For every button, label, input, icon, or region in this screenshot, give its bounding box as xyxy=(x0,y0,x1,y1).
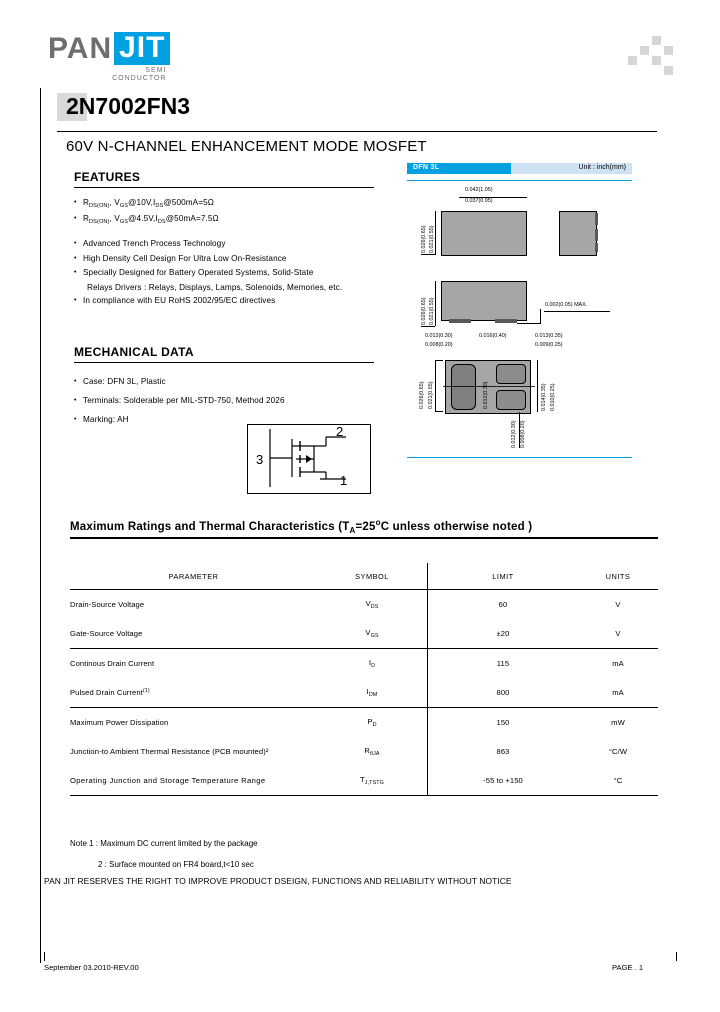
dim-line xyxy=(435,360,443,361)
ratings-title-sup: o xyxy=(375,518,381,527)
package-header-bar xyxy=(407,163,632,174)
table-row xyxy=(70,737,658,766)
cell-symbol xyxy=(317,649,428,679)
cell-units: mA xyxy=(612,659,624,668)
feature-text: @50mA=7.5Ω xyxy=(165,213,219,223)
symbol-sub: GS xyxy=(370,633,379,639)
logo-tagline-line1: SEMI xyxy=(145,67,167,74)
pin-2-label: 2 xyxy=(336,425,344,439)
package-bottom-view-group xyxy=(407,333,632,453)
cell-units: mW xyxy=(611,718,625,727)
schematic-symbol xyxy=(247,424,371,494)
features-section xyxy=(74,170,374,308)
symbol-main: I xyxy=(366,687,369,696)
dim-line xyxy=(435,411,443,412)
center-line xyxy=(443,386,535,387)
page-subtitle: 60V N-CHANNEL ENHANCEMENT MODE MOSFET xyxy=(66,138,427,155)
ratings-table-body xyxy=(70,590,658,798)
ratings-divider xyxy=(70,537,658,539)
feature-symbol: R xyxy=(83,198,90,207)
feature-item-rdson-4v5 xyxy=(74,213,374,229)
dim-line xyxy=(421,254,435,255)
symbol-main: T xyxy=(360,775,365,784)
cell-symbol xyxy=(317,678,428,708)
mechanical-item-marking: • Marking: AH xyxy=(74,410,374,429)
package-side-lead xyxy=(595,229,598,241)
dim-pad-h-max: 0.026(0.65) xyxy=(419,381,425,409)
package-unit-label: Unit : inch(mm) xyxy=(511,163,632,174)
cell-limit: 115 xyxy=(428,649,579,679)
package-top-view-body xyxy=(441,211,527,256)
symbol-sub: θJA xyxy=(370,751,380,757)
symbol-main: V xyxy=(365,599,371,608)
symbol-sub: DM xyxy=(368,692,378,698)
package-front-view-body xyxy=(441,281,527,321)
decorative-square xyxy=(664,46,673,55)
table-row xyxy=(70,678,658,708)
title-divider xyxy=(57,131,657,132)
col-symbol: SYMBOL xyxy=(355,571,389,581)
table-header-row xyxy=(70,563,658,590)
feature-text: , V xyxy=(109,198,120,207)
package-name-label: DFN 3L xyxy=(407,163,511,174)
parameter-text: Pulsed Drain Current xyxy=(70,688,143,697)
ratings-title-pre: Maximum Ratings and Thermal Characteristics (T xyxy=(70,520,350,533)
symbol-sub: D xyxy=(372,722,377,728)
symbol-sub: DS xyxy=(370,604,379,610)
symbol-main: I xyxy=(368,658,372,667)
decorative-square xyxy=(652,36,661,45)
dim-pad-r-min: 0.010(0.25) xyxy=(550,383,556,411)
feature-item-battery-cont: Relays Drivers : Relays, Displays, Lamps, Solenoids, Memories, etc. xyxy=(87,282,343,292)
dim-pad-mid-wrap xyxy=(483,381,511,415)
symbol-sub: D xyxy=(371,663,376,669)
ratings-title-sub: A xyxy=(349,526,356,536)
cell-parameter: Gate-Source Voltage xyxy=(70,629,143,638)
feature-text: @500mA=5Ω xyxy=(163,198,214,207)
feature-subscript: DS xyxy=(155,203,164,209)
feature-subscript: GS xyxy=(119,203,129,209)
dim-top-width-max: 0.042(1.05) xyxy=(465,187,493,193)
cell-symbol xyxy=(317,766,428,796)
dim-pad-mid: 0.012(0.30) xyxy=(483,381,489,409)
cell-units: °C xyxy=(613,776,623,785)
cell-parameter: Drain-Source Voltage xyxy=(70,600,145,609)
cell-parameter: Operating Junction and Storage Temperature Range xyxy=(70,776,266,785)
dim-pad-r-max: 0.014(0.35) xyxy=(541,383,547,411)
footer-tick-right xyxy=(676,952,677,961)
cell-symbol xyxy=(317,590,428,620)
symbol-sub: J,TSTG xyxy=(364,780,384,786)
package-front-view-group xyxy=(407,271,632,333)
package-drawing-panel xyxy=(407,163,632,453)
package-front-lead xyxy=(449,319,471,323)
cell-symbol xyxy=(317,737,428,766)
package-side-lead xyxy=(595,213,598,225)
dim-line xyxy=(517,323,541,324)
decorative-squares xyxy=(628,36,676,70)
dim-pad-r-min-wrap xyxy=(550,383,578,417)
ratings-table xyxy=(70,563,658,798)
dim-side-height-max: 0.026(0.65) xyxy=(421,297,427,325)
dim-top-height-min: 0.021(0.55) xyxy=(429,225,435,253)
mechanical-divider xyxy=(74,362,374,363)
feature-subscript: DS(ON) xyxy=(89,203,110,209)
logo-text-jit: JIT xyxy=(114,32,170,65)
package-side-lead xyxy=(595,243,598,252)
note-2: 2 : Surface mounted on FR4 board,t<10 sec xyxy=(98,860,254,869)
feature-item-rohs: • In compliance with EU RoHS 2002/95/EC directives xyxy=(74,294,374,309)
feature-text: , V xyxy=(109,213,120,223)
cell-units: mA xyxy=(612,688,624,697)
symbol-main: R xyxy=(364,746,370,755)
cell-limit: 150 xyxy=(428,708,579,738)
left-vertical-rule xyxy=(40,88,41,963)
feature-subscript: DS(ON) xyxy=(89,218,110,225)
feature-text: @4.5V,I xyxy=(128,213,158,223)
pad-1 xyxy=(496,390,526,410)
package-bottom-rule xyxy=(407,457,632,458)
note-1: Note 1 : Maximum DC current limited by the package xyxy=(70,839,258,848)
dim-line xyxy=(435,360,436,412)
cell-units: V xyxy=(615,600,621,609)
cell-parameter: Junction-to Ambient Thermal Resistance (PCB mounted)² xyxy=(70,747,269,756)
dim-line xyxy=(435,211,436,255)
cell-limit: ±20 xyxy=(428,619,579,649)
table-row xyxy=(70,708,658,738)
mosfet-symbol-icon xyxy=(248,425,368,491)
dim-line xyxy=(540,309,541,324)
cell-symbol xyxy=(317,619,428,649)
package-top-view-group xyxy=(407,181,632,271)
dim-pad-b-min: 0.008(0.20) xyxy=(520,420,526,448)
cell-limit: 800 xyxy=(428,678,579,708)
decorative-square xyxy=(652,56,661,65)
dim-pad-h-min: 0.021(0.55) xyxy=(428,381,434,409)
feature-item-rdson-10v xyxy=(74,197,374,213)
mechanical-item-case: • Case: DFN 3L, Plastic xyxy=(74,372,374,391)
feature-item-battery: • Specially Designed for Battery Operated Systems, Solid-State xyxy=(74,266,374,281)
dim-line xyxy=(537,360,538,412)
dim-pad-c-max: 0.013(0.35) xyxy=(535,333,563,339)
logo-text-pan: PAN xyxy=(48,31,113,65)
dim-top-height-max: 0.026(0.65) xyxy=(421,225,427,253)
mechanical-data-section xyxy=(74,345,374,429)
feature-item-trench: • Advanced Trench Process Technology xyxy=(74,237,374,252)
footer-tick-left xyxy=(44,952,45,961)
package-front-lead xyxy=(495,319,517,323)
dim-pad-b: 0.016(0.40) xyxy=(479,333,507,339)
dim-side-height-min: 0.021(0.55) xyxy=(429,297,435,325)
package-side-view-body xyxy=(559,211,597,256)
dim-pad-a-min: 0.008(0.20) xyxy=(425,342,453,348)
parameter-note-ref: (1) xyxy=(142,688,150,694)
features-heading: FEATURES xyxy=(74,170,141,184)
cell-parameter: Maximum Power Dissipation xyxy=(70,718,169,727)
dim-pad-a-max: 0.012(0.30) xyxy=(425,333,453,339)
table-row xyxy=(70,649,658,679)
footer-page-number: PAGE . 1 xyxy=(612,963,644,972)
page-title: 2N7002FN3 xyxy=(66,93,191,119)
dim-line xyxy=(544,311,610,312)
cell-limit: 60 xyxy=(428,590,579,620)
notes-section xyxy=(70,833,670,875)
pin-1-label: 1 xyxy=(340,473,348,488)
cell-symbol xyxy=(317,708,428,738)
table-row xyxy=(70,619,658,649)
dim-line xyxy=(519,412,520,448)
disclaimer-text: PAN JIT RESERVES THE RIGHT TO IMPROVE PRODUCT DSEIGN, FUNCTIONS AND RELIABILITY WITHOUT NOTICE xyxy=(44,876,512,886)
dim-line xyxy=(435,281,436,326)
feature-symbol: R xyxy=(83,213,90,223)
decorative-square xyxy=(664,66,673,75)
features-divider xyxy=(74,187,374,188)
dim-pad-c-min: 0.009(0.25) xyxy=(535,342,563,348)
pad-2 xyxy=(496,364,526,384)
cell-parameter xyxy=(70,678,317,708)
feature-subscript: DS xyxy=(157,218,166,225)
mechanical-heading: MECHANICAL DATA xyxy=(74,345,194,359)
symbol-main: V xyxy=(365,628,371,637)
ratings-table-head xyxy=(70,563,658,590)
cell-units: V xyxy=(615,629,621,638)
table-row xyxy=(70,766,658,796)
pad-3 xyxy=(451,364,476,410)
cell-units: °C/W xyxy=(608,747,628,756)
col-limit: LIMIT xyxy=(428,563,579,590)
dim-line xyxy=(421,326,435,327)
dim-standoff: 0.002(0.05) MAX. xyxy=(545,302,588,308)
feature-item-cell-design: • High Density Cell Design For Ultra Low On-Resistance xyxy=(74,252,374,267)
cell-parameter: Continous Drain Current xyxy=(70,659,155,668)
dim-top-width-min: 0.037(0.95) xyxy=(465,198,493,204)
decorative-square xyxy=(628,56,637,65)
logo-tagline xyxy=(48,67,170,83)
features-list xyxy=(74,197,374,308)
logo-tagline-line2: CONDUCTOR xyxy=(112,75,167,82)
pin-3-label: 3 xyxy=(256,452,264,467)
feature-subscript: GS xyxy=(119,218,129,225)
col-parameter: PARAMETER xyxy=(168,571,219,581)
logo-wordmark xyxy=(48,32,170,65)
col-units: UNITS xyxy=(605,571,631,581)
table-bottom-border xyxy=(70,796,658,798)
feature-text: @10V,I xyxy=(128,198,156,207)
ratings-title-mid: =25 xyxy=(355,520,376,533)
decorative-square xyxy=(640,46,649,55)
mechanical-list xyxy=(74,372,374,429)
spacer xyxy=(74,228,374,237)
mechanical-item-terminals: • Terminals: Solderable per MIL-STD-750, Method 2026 xyxy=(74,391,374,410)
symbol-main: P xyxy=(367,717,373,726)
cell-limit: 863 xyxy=(428,737,579,766)
footer-date-revision: September 03.2010-REV.00 xyxy=(44,963,139,972)
ratings-title xyxy=(70,518,532,535)
cell-limit: -55 to +150 xyxy=(428,766,579,796)
company-logo xyxy=(48,32,170,83)
ratings-title-post: C unless otherwise noted ) xyxy=(380,520,533,533)
dim-pad-b-min-wrap xyxy=(520,420,548,454)
dim-pad-b-max: 0.012(0.30) xyxy=(511,420,517,448)
table-row xyxy=(70,590,658,620)
